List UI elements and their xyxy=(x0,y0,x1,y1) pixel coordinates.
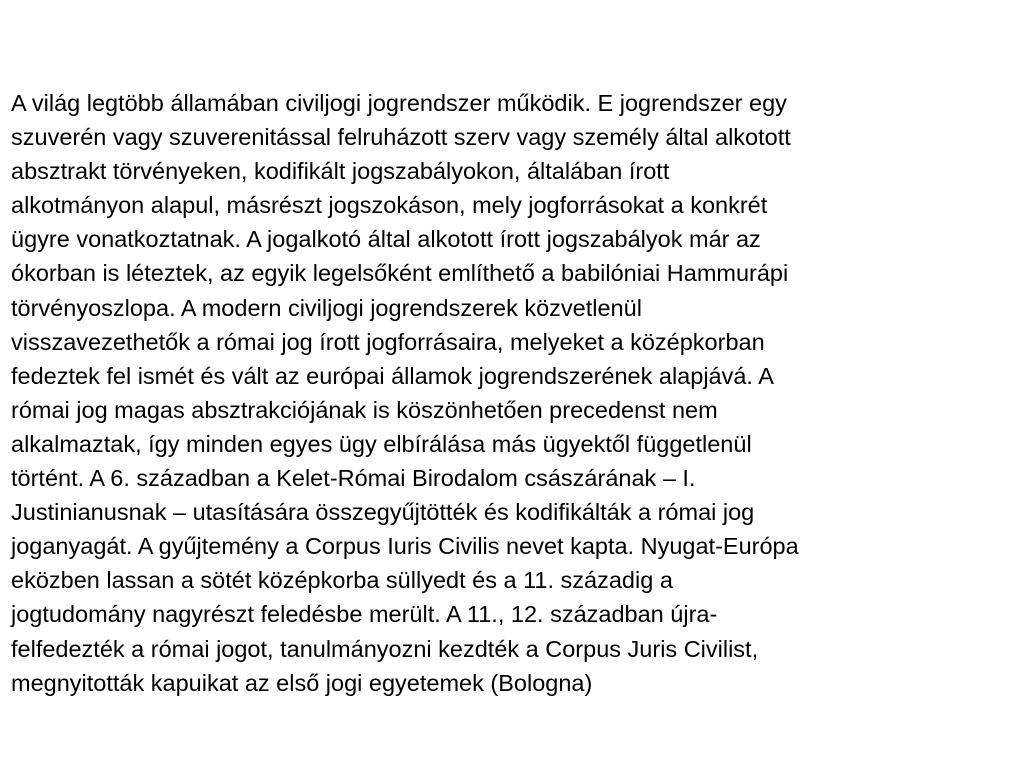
body-paragraph xyxy=(11,86,1011,700)
text-line: római jog magas absztrakciójának is köszönhetően precedenst nem xyxy=(11,396,718,423)
text-line: törvényoszlopa. A modern civiljogi jogrendszerek közvetlenül xyxy=(11,294,642,321)
text-line: történt. A 6. században a Kelet-Római Birodalom császárának – I. xyxy=(11,465,696,492)
text-line: ókorban is léteztek, az egyik legelsőként említhető a babilóniai Hammurápi xyxy=(11,260,789,287)
text-line: alkotmányon alapul, másrészt jogszokáson, mely jogforrásokat a konkrét xyxy=(11,192,768,219)
text-line: megnyitották kapuikat az első jogi egyetemek (Bologna) xyxy=(11,669,593,696)
text-line: eközben lassan a sötét középkorba süllyedt és a 11. századig a xyxy=(11,567,673,594)
text-line: fedeztek fel ismét és vált az európai államok jogrendszerének alapjává. A xyxy=(11,362,774,389)
text-line: felfedezték a római jogot, tanulmányozni kezdték a Corpus Juris Civilist, xyxy=(11,635,759,662)
text-line: alkalmaztak, így minden egyes ügy elbírálása más ügyektől függetlenül xyxy=(11,430,752,457)
text-line: jogtudomány nagyrészt feledésbe merült. A 11., 12. században újra- xyxy=(11,601,718,628)
text-line: joganyagát. A gyűjtemény a Corpus Iuris Civilis nevet kapta. Nyugat-Európa xyxy=(11,533,799,560)
text-line: Justinianusnak – utasítására összegyűjtötték és kodifikálták a római jog xyxy=(11,499,755,526)
text-line: visszavezethetők a római jog írott jogforrásaira, melyeket a középkorban xyxy=(11,328,765,355)
text-line: szuverén vagy szuverenitással felruházott szerv vagy személy által alkotott xyxy=(11,124,791,151)
text-line: ügyre vonatkoztatnak. A jogalkotó által alkotott írott jogszabályok már az xyxy=(11,226,761,253)
text-line: absztrakt törvényeken, kodifikált jogszabályokon, általában írott xyxy=(11,158,670,185)
text-line: A világ legtöbb államában civiljogi jogrendszer működik. E jogrendszer egy xyxy=(11,90,787,116)
